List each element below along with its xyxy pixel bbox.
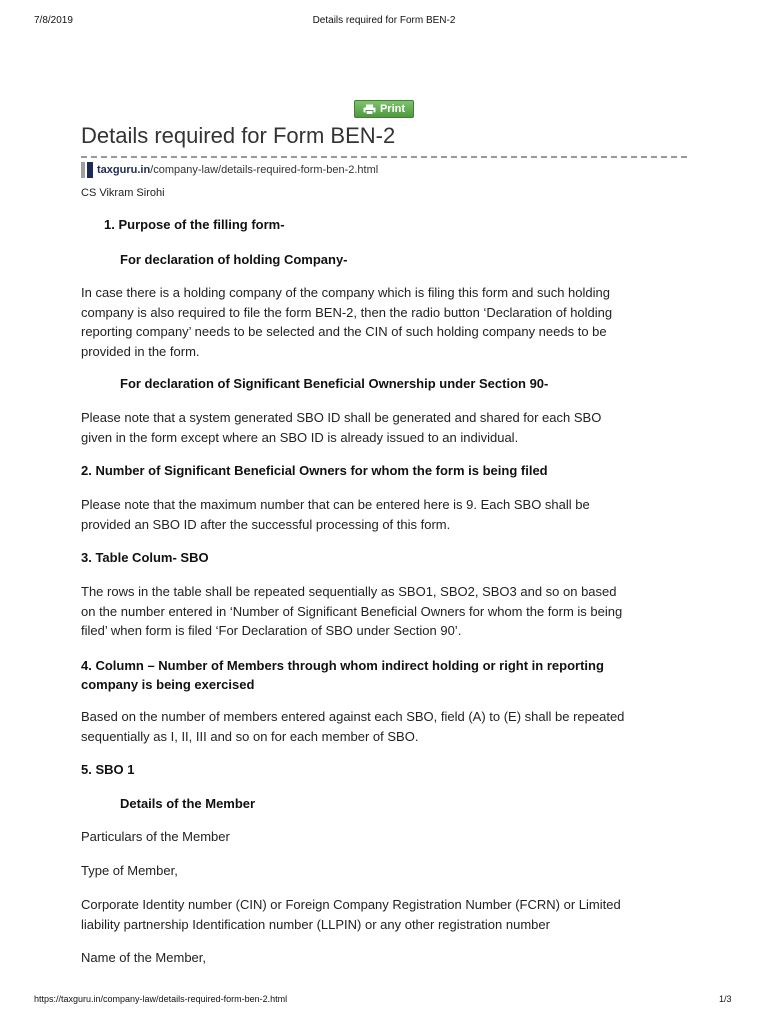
source-bar-gray bbox=[81, 162, 85, 178]
heading-number-of-members bbox=[81, 656, 604, 694]
line: given in the form except where an SBO ID is already issued to an individual. bbox=[81, 429, 519, 445]
subheading-details-member: Details of the Member bbox=[120, 796, 256, 811]
page-title: Details required for Form BEN-2 bbox=[81, 123, 396, 148]
paragraph-max-number bbox=[81, 495, 681, 534]
printer-icon bbox=[363, 104, 376, 115]
paragraph-name: Name of the Member, bbox=[81, 950, 206, 965]
line: provided in the form. bbox=[81, 343, 200, 359]
source-domain: taxguru.in bbox=[97, 164, 151, 176]
footer-url: https://taxguru.in/company-law/details-required-form-ben-2.html bbox=[34, 994, 288, 1004]
heading-number-of-sbo: 2. Number of Significant Beneficial Owners for whom the form is being filed bbox=[81, 463, 548, 478]
paragraph-type: Type of Member, bbox=[81, 863, 178, 878]
source-link[interactable] bbox=[81, 162, 378, 178]
title-divider bbox=[81, 156, 687, 158]
author: CS Vikram Sirohi bbox=[81, 187, 165, 199]
line: reporting company’ needs to be selected and the CIN of such holding company needs to be bbox=[81, 324, 607, 339]
paragraph-particulars: Particulars of the Member bbox=[81, 829, 230, 844]
line: company is also required to file the form BEN-2, then the radio button ‘Declaration of holding bbox=[81, 304, 613, 320]
source-path: /company-law/details-required-form-ben-2.html bbox=[150, 164, 379, 176]
paragraph-cin bbox=[81, 895, 681, 934]
print-label: Print bbox=[379, 103, 406, 115]
line: provided an SBO ID after the successful processing of this form. bbox=[81, 516, 451, 532]
line: The rows in the table shall be repeated sequentially as SBO1, SBO2, SBO3 and so on based bbox=[81, 584, 617, 599]
line: Please note that a system generated SBO ID shall be generated and shared for each SBO bbox=[81, 410, 602, 425]
line: In case there is a holding company of the company which is filing this form and such holding bbox=[81, 285, 610, 300]
source-bar-navy bbox=[87, 162, 93, 178]
paragraph-sbo-id bbox=[81, 408, 681, 447]
line: Please note that the maximum number that can be entered here is 9. Each SBO shall be bbox=[81, 497, 590, 512]
line: Based on the number of members entered against each SBO, field (A) to (E) shall be repeated bbox=[81, 709, 625, 724]
paragraph-rows bbox=[81, 582, 681, 641]
paragraph-holding bbox=[81, 283, 681, 361]
line: liability partnership Identification number (LLPIN) or any other registration number bbox=[81, 916, 550, 932]
subheading-sbo-section-90: For declaration of Significant Beneficial Ownership under Section 90- bbox=[120, 376, 549, 391]
subheading-holding-company: For declaration of holding Company- bbox=[120, 252, 348, 267]
line: 4. Column – Number of Members through whom indirect holding or right in reporting bbox=[81, 658, 604, 673]
line: company is being exercised bbox=[81, 677, 255, 692]
paragraph-members bbox=[81, 707, 681, 746]
line: filed’ when form is filed ‘For Declaration of SBO under Section 90’. bbox=[81, 623, 462, 638]
heading-table-column: 3. Table Colum- SBO bbox=[81, 550, 209, 565]
footer-page: 1/3 bbox=[719, 994, 732, 1004]
header-title: Details required for Form BEN-2 bbox=[312, 15, 456, 26]
line: on the number entered in ‘Number of Significant Beneficial Owners for whom the form is being bbox=[81, 603, 623, 619]
header-date: 7/8/2019 bbox=[34, 15, 73, 26]
print-button[interactable] bbox=[354, 100, 414, 118]
heading-purpose: 1. Purpose of the filling form- bbox=[104, 217, 285, 232]
line: sequentially as I, II, III and so on for each member of SBO. bbox=[81, 728, 419, 744]
heading-sbo1: 5. SBO 1 bbox=[81, 762, 135, 777]
line: Corporate Identity number (CIN) or Foreign Company Registration Number (FCRN) or Limited bbox=[81, 897, 621, 912]
